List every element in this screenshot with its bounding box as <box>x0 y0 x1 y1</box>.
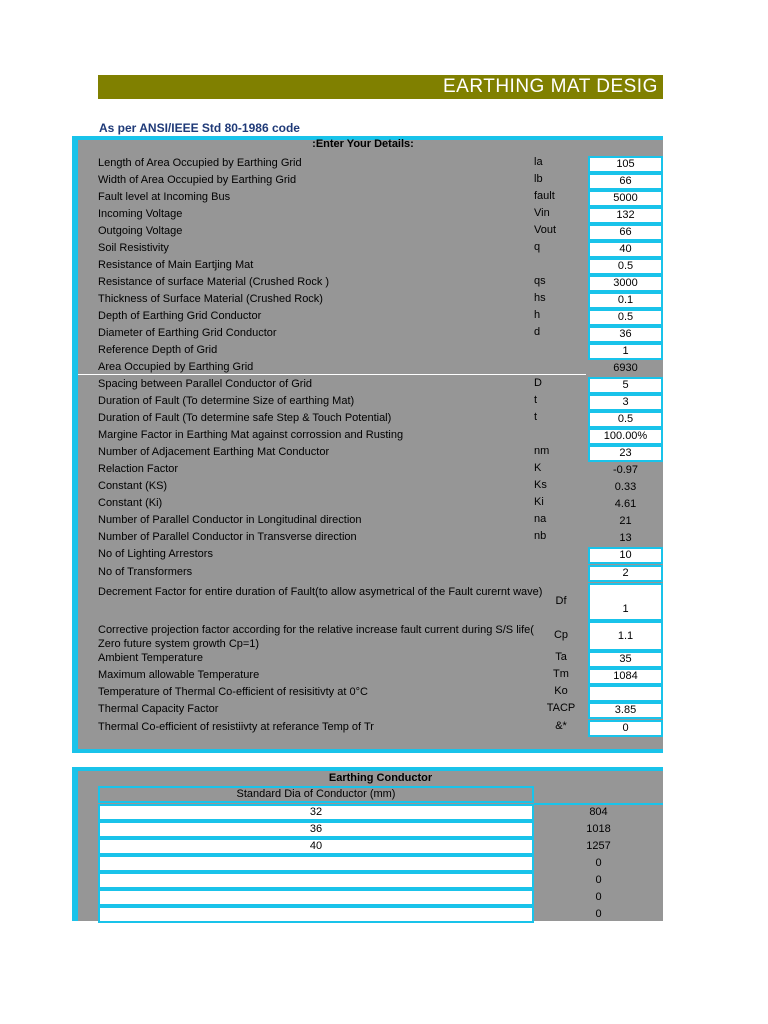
row-symbol: na <box>534 513 547 525</box>
value-input[interactable]: 3000 <box>588 275 663 292</box>
input-row <box>98 445 663 462</box>
value-input[interactable]: 5 <box>588 377 663 394</box>
row-label: Ambient Temperature <box>98 652 203 664</box>
row-symbol: Ko <box>554 685 568 697</box>
row-symbol: qs <box>534 275 546 287</box>
row-label: Resistance of Main Eartjing Mat <box>98 259 254 271</box>
standard-subtitle: As per ANSI/IEEE Std 80-1986 code <box>99 121 300 135</box>
row-label: Temperature of Thermal Co-efficient of resisitivty at 0°C <box>98 686 368 698</box>
row-symbol: hs <box>534 292 546 304</box>
row-label: No of Lighting Arrestors <box>98 548 213 560</box>
input-row <box>98 462 663 479</box>
value-input[interactable]: 105 <box>588 156 663 173</box>
value-input[interactable]: 1 <box>588 343 663 360</box>
input-row <box>98 292 663 309</box>
value-input[interactable]: 40 <box>588 241 663 258</box>
row-symbol: nb <box>534 530 547 542</box>
row-symbol: Df <box>555 595 567 607</box>
conductor-area-cell: 804 <box>589 806 608 818</box>
input-row <box>98 377 663 394</box>
conductor-area-cell: 1257 <box>586 840 611 852</box>
value-input[interactable]: 1084 <box>588 668 663 685</box>
value-input[interactable]: 0.5 <box>588 258 663 275</box>
value-input[interactable]: 1 <box>588 583 663 621</box>
input-row <box>98 496 663 513</box>
input-row <box>98 241 663 258</box>
row-label: Reference Depth of Grid <box>98 344 218 356</box>
row-symbol: nm <box>534 445 550 457</box>
computed-value: 21 <box>619 515 632 527</box>
row-label: Margine Factor in Earthing Mat against corrossion and Rusting <box>98 429 404 441</box>
row-label: Width of Area Occupied by Earthing Grid <box>98 174 297 186</box>
row-symbol: lb <box>534 173 543 185</box>
conductor-dia-cell[interactable] <box>98 889 534 906</box>
row-label: Diameter of Earthing Grid Conductor <box>98 327 277 339</box>
row-label: Decrement Factor for entire duration of Fault(to allow asymetrical of the Fault curernt wave) <box>98 586 543 598</box>
input-row <box>98 190 663 207</box>
page-title: EARTHING MAT DESIG <box>443 76 658 97</box>
input-row <box>98 224 663 241</box>
input-row <box>98 411 663 428</box>
row-label: Constant (KS) <box>98 480 168 492</box>
value-input[interactable]: 5000 <box>588 190 663 207</box>
row-label: Number of Adjacement Earthing Mat Conductor <box>98 446 330 458</box>
conductor-dia-cell[interactable]: 32 <box>98 804 534 821</box>
row-label: Number of Parallel Conductor in Longitudinal direction <box>98 514 362 526</box>
input-row <box>98 651 663 668</box>
row-label: Spacing between Parallel Conductor of Grid <box>98 378 313 390</box>
input-row <box>98 343 663 360</box>
conductor-row <box>98 838 663 855</box>
row-symbol: Ks <box>534 479 547 491</box>
row-label: Corrective projection factor according for the relative increase fault current during S/S life( Zero future system growth Cp=1) <box>98 624 534 650</box>
row-symbol: h <box>534 309 541 321</box>
row-symbol: Vin <box>534 207 550 219</box>
row-label: Area Occupied by Earthing Grid <box>98 361 254 373</box>
input-row <box>98 258 663 275</box>
row-symbol: Ki <box>534 496 544 508</box>
input-row <box>98 720 663 737</box>
input-row <box>98 326 663 343</box>
input-row <box>98 360 663 377</box>
conductor-row <box>98 855 663 872</box>
row-symbol: K <box>534 462 542 474</box>
input-row <box>98 565 663 582</box>
conductor-row <box>98 804 663 821</box>
conductor-area-cell: 0 <box>595 891 602 903</box>
input-row <box>98 530 663 547</box>
value-input[interactable]: 36 <box>588 326 663 343</box>
input-row <box>98 156 663 173</box>
input-row <box>98 668 663 685</box>
input-row <box>98 685 663 702</box>
title-banner <box>98 75 663 99</box>
conductor-area-cell: 1018 <box>586 823 611 835</box>
row-symbol: d <box>534 326 541 338</box>
input-row <box>98 479 663 496</box>
conductor-dia-cell[interactable] <box>98 872 534 889</box>
conductor-area-cell: 0 <box>595 908 602 920</box>
input-row <box>98 513 663 530</box>
value-input[interactable]: 23 <box>588 445 663 462</box>
value-input[interactable] <box>588 685 663 702</box>
input-row <box>98 702 663 719</box>
value-input[interactable]: 132 <box>588 207 663 224</box>
conductor-dia-cell[interactable] <box>98 906 534 923</box>
row-label: Number of Parallel Conductor in Transverse direction <box>98 531 357 543</box>
row-symbol: Tm <box>553 668 569 680</box>
conductor-row <box>98 906 663 923</box>
conductor-header: Standard Dia of Conductor (mm) <box>98 786 534 803</box>
row-label: Thickness of Surface Material (Crushed Rock) <box>98 293 323 305</box>
row-symbol: t <box>534 411 538 423</box>
conductor-title: Earthing Conductor <box>328 772 433 784</box>
input-row <box>98 428 663 445</box>
value-input[interactable]: 3 <box>588 394 663 411</box>
row-symbol: Ta <box>555 651 567 663</box>
row-label: Constant (Ki) <box>98 497 163 509</box>
row-label: Thermal Capacity Factor <box>98 703 219 715</box>
row-label: Resistance of surface Material (Crushed Rock ) <box>98 276 330 288</box>
row-label: Depth of Earthing Grid Conductor <box>98 310 262 322</box>
value-input[interactable]: 2 <box>588 565 663 582</box>
row-label: Thermal Co-efficient of resistiivty at referance Temp of Tr <box>98 721 374 733</box>
conductor-row <box>98 889 663 906</box>
row-label: Incoming Voltage <box>98 208 183 220</box>
value-input[interactable]: 0.5 <box>588 309 663 326</box>
section-title: :Enter Your Details: <box>312 138 414 150</box>
row-symbol: t <box>534 394 538 406</box>
row-label: Maximum allowable Temperature <box>98 669 260 681</box>
conductor-dia-cell[interactable]: 36 <box>98 821 534 838</box>
value-input[interactable]: 1.1 <box>588 621 663 651</box>
row-label: Duration of Fault (To determine Size of earthing Mat) <box>98 395 355 407</box>
conductor-dia-cell[interactable]: 40 <box>98 838 534 855</box>
row-symbol: fault <box>534 190 555 202</box>
row-symbol: q <box>534 241 541 253</box>
computed-value: 13 <box>619 532 632 544</box>
row-symbol: TACP <box>546 702 576 714</box>
input-row <box>98 275 663 292</box>
row-label: Outgoing Voltage <box>98 225 183 237</box>
row-symbol: &* <box>555 720 567 732</box>
conductor-row <box>98 872 663 889</box>
computed-value: 4.61 <box>614 498 637 510</box>
value-input[interactable]: 100.00% <box>588 428 663 445</box>
row-symbol: D <box>534 377 542 389</box>
computed-value: 6930 <box>613 362 638 374</box>
row-label: Duration of Fault (To determine safe Step & Touch Potential) <box>98 412 392 424</box>
input-row <box>98 547 663 564</box>
input-row <box>98 309 663 326</box>
value-input[interactable]: 10 <box>588 547 663 564</box>
computed-value: 0.33 <box>614 481 637 493</box>
conductor-dia-cell[interactable] <box>98 855 534 872</box>
value-input[interactable]: 66 <box>588 224 663 241</box>
row-label: Fault level at Incoming Bus <box>98 191 231 203</box>
row-symbol: la <box>534 156 543 168</box>
conductor-area-cell: 0 <box>595 874 602 886</box>
value-input[interactable]: 0.5 <box>588 411 663 428</box>
value-input[interactable]: 0.1 <box>588 292 663 309</box>
row-symbol: Vout <box>534 224 557 236</box>
value-input[interactable]: 3.85 <box>588 702 663 719</box>
input-row <box>98 583 663 621</box>
computed-value: -0.97 <box>612 464 639 476</box>
row-label: No of Transformers <box>98 566 193 578</box>
row-label: Soil Resistivity <box>98 242 169 254</box>
row-label: Length of Area Occupied by Earthing Grid <box>98 157 302 169</box>
value-input[interactable]: 66 <box>588 173 663 190</box>
value-input[interactable]: 0 <box>588 720 663 737</box>
input-row <box>98 207 663 224</box>
row-symbol: Cp <box>553 629 569 641</box>
conductor-row <box>98 821 663 838</box>
input-row <box>98 394 663 411</box>
row-label: Relaction Factor <box>98 463 179 475</box>
value-input[interactable]: 35 <box>588 651 663 668</box>
input-row <box>98 621 663 651</box>
conductor-area-cell: 0 <box>595 857 602 869</box>
input-row <box>98 173 663 190</box>
